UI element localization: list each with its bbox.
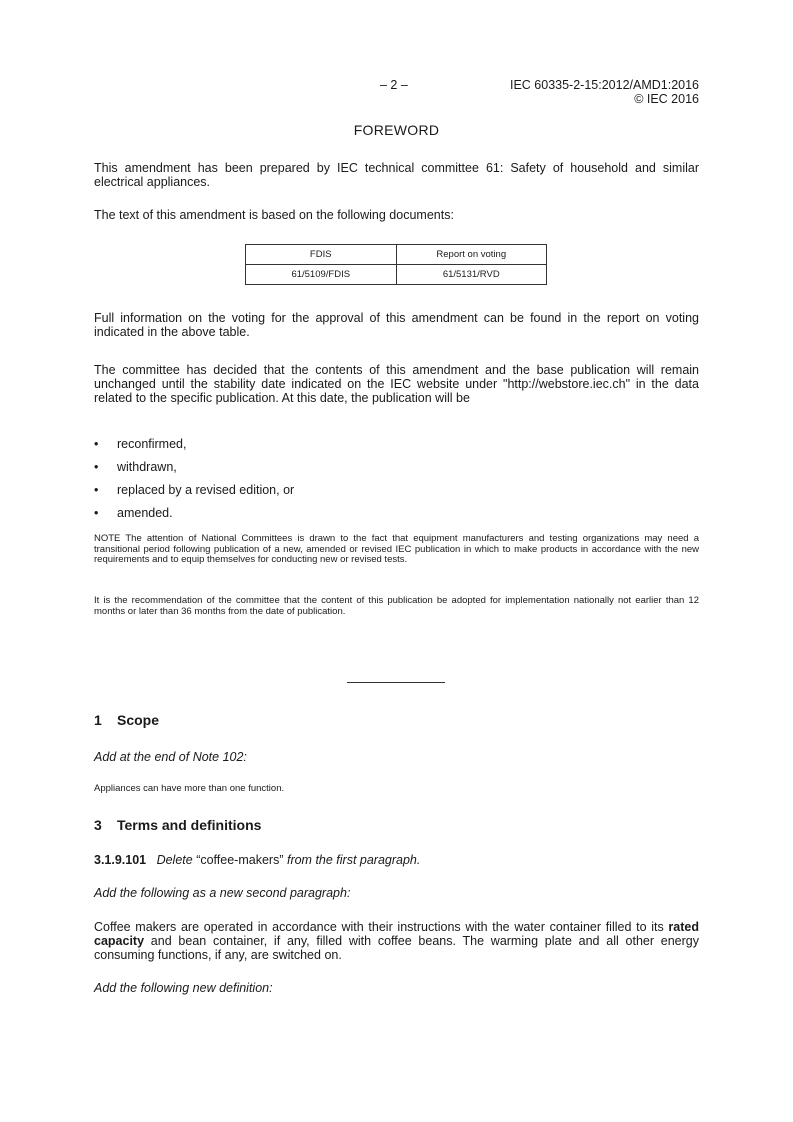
note-text: NOTE The attention of National Committees is drawn to the fact that equipment manufacturers and testing organizations may need a transitional period following publication of a new, amended or revised IEC publication in which to make products in accordance with the new requirements and to equip themselves for conducting new or revised tests. [94,533,699,565]
bullet-list [94,437,699,529]
section-divider [347,682,445,683]
page-number: – 2 – [380,78,408,92]
add-paragraph-instruction: Add the following as a new second paragraph: [94,886,351,900]
list-item: • replaced by a revised edition, or [94,483,295,497]
foreword-para-4: The committee has decided that the contents of this amendment and the base publication will remain unchanged until the stability date indicated on the IEC website under "http://webstore.iec.ch" in the data related to the specific publication. At this date, the publication will be [94,363,699,405]
delete-instruction-rest: from the first paragraph. [286,853,421,867]
table-header-cell: Report on voting [396,245,547,265]
bullet-icon: • [94,506,99,520]
section-title: Terms and definitions [117,817,262,833]
recommendation-text: It is the recommendation of the committee that the content of this publication be adopted for implementation nationally not earlier than 12 months or later than 36 months from the date of publication. [94,595,699,617]
defined-term: rated capacity [94,920,699,948]
table-cell: 61/5109/FDIS [246,265,397,285]
document-id: IEC 60335-2-15:2012/AMD1:2016 [509,78,699,92]
document-header [510,78,699,106]
foreword-para-2: The text of this amendment is based on the following documents: [94,208,454,222]
list-item: • amended. [94,506,173,520]
copyright: © IEC 2016 [634,92,699,106]
list-item: • withdrawn, [94,460,177,474]
coffee-makers-paragraph: Coffee makers are operated in accordance with their instructions with the water container filled to its rated capacity and bean container, if any, filled with coffee beans. The warming plate and all other energy consuming functions, if any, are switched on. [94,920,699,962]
bullet-icon: • [94,483,99,497]
clause-3-1-9-101 [94,853,699,867]
quoted-term: “coffee-makers” [196,853,284,867]
table-row [246,265,547,285]
table-header-row [246,245,547,265]
table-cell: 61/5131/RVD [396,265,547,285]
delete-instruction: Delete [156,853,193,867]
section-number: 1 [94,712,102,728]
documents-table [245,244,547,285]
scope-text: Appliances can have more than one function. [94,783,285,794]
scope-instruction: Add at the end of Note 102: [94,750,247,764]
foreword-para-1: This amendment has been prepared by IEC technical committee 61: Safety of household and similar electrical appliances. [94,161,699,189]
section-title: Scope [117,712,160,728]
section-number: 3 [94,817,102,833]
bullet-icon: • [94,460,99,474]
bullet-icon: • [94,437,99,451]
section-heading-scope [94,712,699,728]
add-definition-instruction: Add the following new definition: [94,981,273,995]
list-item: • reconfirmed, [94,437,187,451]
foreword-title: FOREWORD [353,122,440,138]
foreword-para-3: Full information on the voting for the approval of this amendment can be found in the report on voting indicated in the above table. [94,311,699,339]
clause-number: 3.1.9.101 [94,853,147,867]
section-heading-terms [94,817,699,833]
table-header-cell: FDIS [246,245,397,265]
